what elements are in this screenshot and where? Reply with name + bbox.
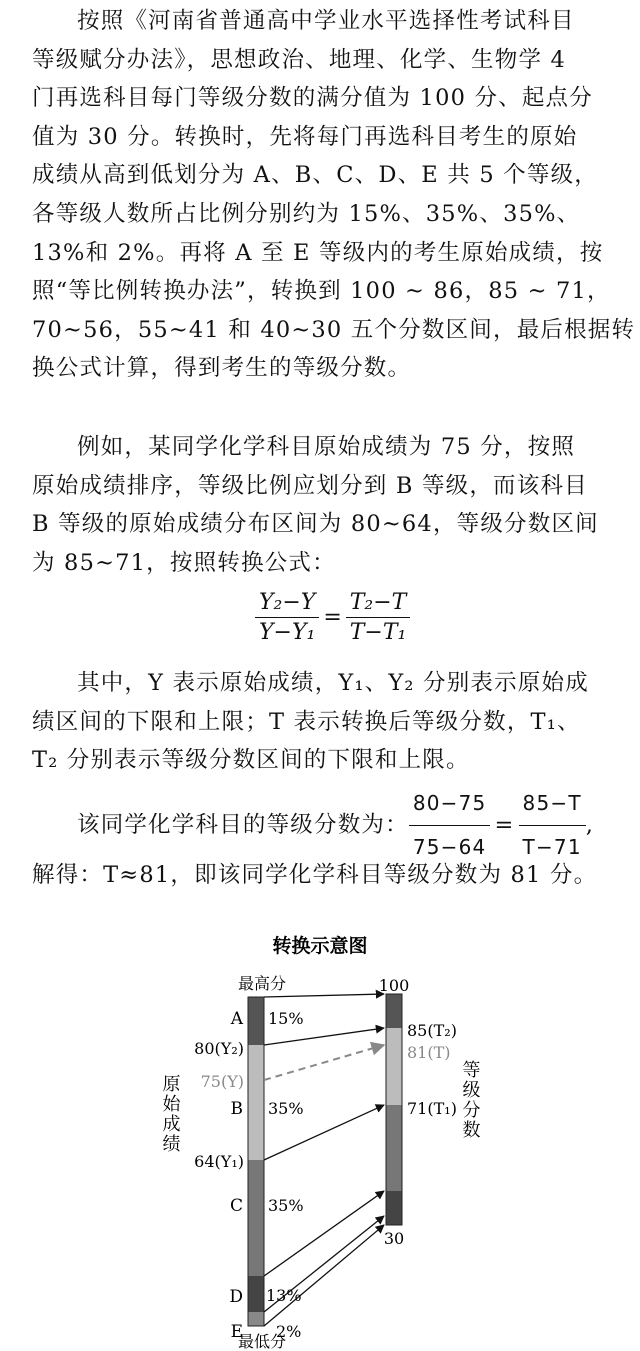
paragraph-2-line: 原始成绩排序，等级比例应划分到 B 等级，而该科目 (32, 472, 588, 499)
left-bar-segment-d (248, 1276, 264, 1312)
right-bar-segment-b (386, 1028, 402, 1105)
formula-left-numerator: Y₂−Y (255, 590, 319, 618)
grade-percent-d: 13% (266, 1286, 302, 1305)
formula-left-denominator: Y−Y₁ (259, 620, 316, 645)
left-bar-segment-a (248, 997, 264, 1045)
paragraph-1 (32, 2, 636, 388)
diagram-title: 转换示意图 (272, 935, 368, 957)
paragraph-1-line: 13%和 2%。再将 A 至 E 等级内的考生原始成绩，按 (32, 239, 604, 266)
formula-right-fraction (346, 590, 411, 645)
right-mark-85: 85(T₂) (407, 1021, 457, 1040)
paragraph-1-line: 70~56，55~41 和 40~30 五个分数区间，最后根据转 (32, 316, 636, 343)
right-mark-30: 30 (383, 1229, 405, 1248)
grade-percent-e: 2% (276, 1322, 302, 1341)
grade-letter-e: E (230, 1322, 243, 1342)
arrow-dashed-75 (264, 1045, 384, 1080)
left-axis-label: 原始成绩 (159, 1074, 181, 1154)
paragraph-4-suffix: , (585, 811, 595, 838)
grade-percent-b: 35% (268, 1099, 304, 1118)
left-bar-segment-e (248, 1312, 264, 1326)
paragraph-2 (32, 428, 612, 582)
grade-letter-c: C (229, 1196, 243, 1216)
right-bar-segment-a (386, 994, 402, 1028)
arrow-a-b (264, 1028, 384, 1045)
paragraph-1-line: 门再选科目每门等级分数的满分值为 100 分、起点分 (32, 85, 593, 112)
formula-left-fraction (255, 590, 319, 645)
right-bar-segment-d (386, 1191, 402, 1225)
left-mark-75: 75(Y) (200, 1072, 244, 1091)
paragraph-2-line: B 等级的原始成绩分布区间为 80~64，等级分数区间 (32, 511, 599, 538)
conversion-diagram (0, 920, 640, 1351)
grade-letter-b: B (230, 1099, 243, 1119)
paragraph-3-line: 其中，Y 表示原始成绩，Y₁、Y₂ 分别表示原始成 (77, 670, 589, 696)
example-equals: = (494, 811, 515, 838)
left-bar-segment-b (248, 1045, 264, 1160)
paragraph-4-line-2: 解得：T≈81，即该同学化学科目等级分数为 81 分。 (32, 862, 598, 888)
grade-letter-a: A (230, 1009, 243, 1029)
example-left-numerator: 80−75 (409, 784, 491, 826)
paragraph-4-prefix: 该同学化学科目的等级分数为： (77, 811, 409, 838)
example-left-fraction (409, 784, 491, 866)
left-mark-80: 80(Y₂) (194, 1039, 244, 1058)
grade-letter-d: D (229, 1287, 243, 1307)
paragraph-1-line: 按照《河南省普通高中学业水平选择性考试科目 (77, 8, 575, 34)
left-bar-segment-c (248, 1160, 264, 1276)
paragraph-2-line: 例如，某同学化学科目原始成绩为 75 分，按照 (77, 434, 576, 460)
example-left-denominator: 75−64 (412, 834, 487, 859)
paragraph-4-line-1 (32, 790, 612, 859)
paragraph-3 (32, 664, 612, 780)
right-mark-81: 81(T) (407, 1043, 451, 1062)
paragraph-1-line: 换公式计算，得到考生的等级分数。 (32, 355, 412, 382)
paragraph-1-line: 成绩从高到低划分为 A、B、C、D、E 共 5 个等级， (32, 162, 598, 189)
arrow-top (264, 994, 384, 997)
right-mark-71: 71(T₁) (407, 1099, 457, 1118)
paragraph-1-line: 等级赋分办法》，思想政治、地理、化学、生物学 4 (32, 46, 567, 73)
highest-score-label: 最高分 (238, 974, 287, 993)
conversion-formula (255, 590, 410, 645)
paragraph-4 (32, 790, 612, 890)
paragraph-2-line: 为 85~71，按照转换公式： (32, 549, 336, 576)
example-right-denominator: T−71 (522, 834, 582, 859)
grade-percent-a: 15% (268, 1009, 304, 1028)
formula-equals: = (323, 605, 342, 630)
right-bar-segment-c (386, 1105, 402, 1191)
paragraph-1-line: 照“等比例转换办法”，转换到 100 ~ 86，85 ~ 71， (32, 278, 611, 305)
paragraph-1-line: 值为 30 分。转换时，先将每门再选科目考生的原始 (32, 123, 578, 150)
paragraph-3-line: T₂ 分别表示等级分数区间的下限和上限。 (32, 747, 470, 774)
example-right-fraction (519, 784, 586, 866)
right-axis-label: 等级分数 (459, 1060, 481, 1140)
arrow-bottom (264, 1225, 384, 1326)
formula-right-numerator: T₂−T (346, 590, 411, 618)
formula-right-denominator: T−T₁ (349, 620, 407, 645)
left-mark-64: 64(Y₁) (194, 1152, 244, 1171)
paragraph-1-line: 各等级人数所占比例分别约为 15%、35%、35%、 (32, 200, 581, 227)
grade-percent-c: 35% (268, 1196, 304, 1215)
right-mark-100: 100 (378, 976, 410, 995)
example-right-numerator: 85−T (519, 784, 586, 826)
lowest-score-label: 最低分 (238, 1332, 287, 1351)
paragraph-3-line: 绩区间的下限和上限；T 表示转换后等级分数，T₁、 (32, 708, 581, 735)
